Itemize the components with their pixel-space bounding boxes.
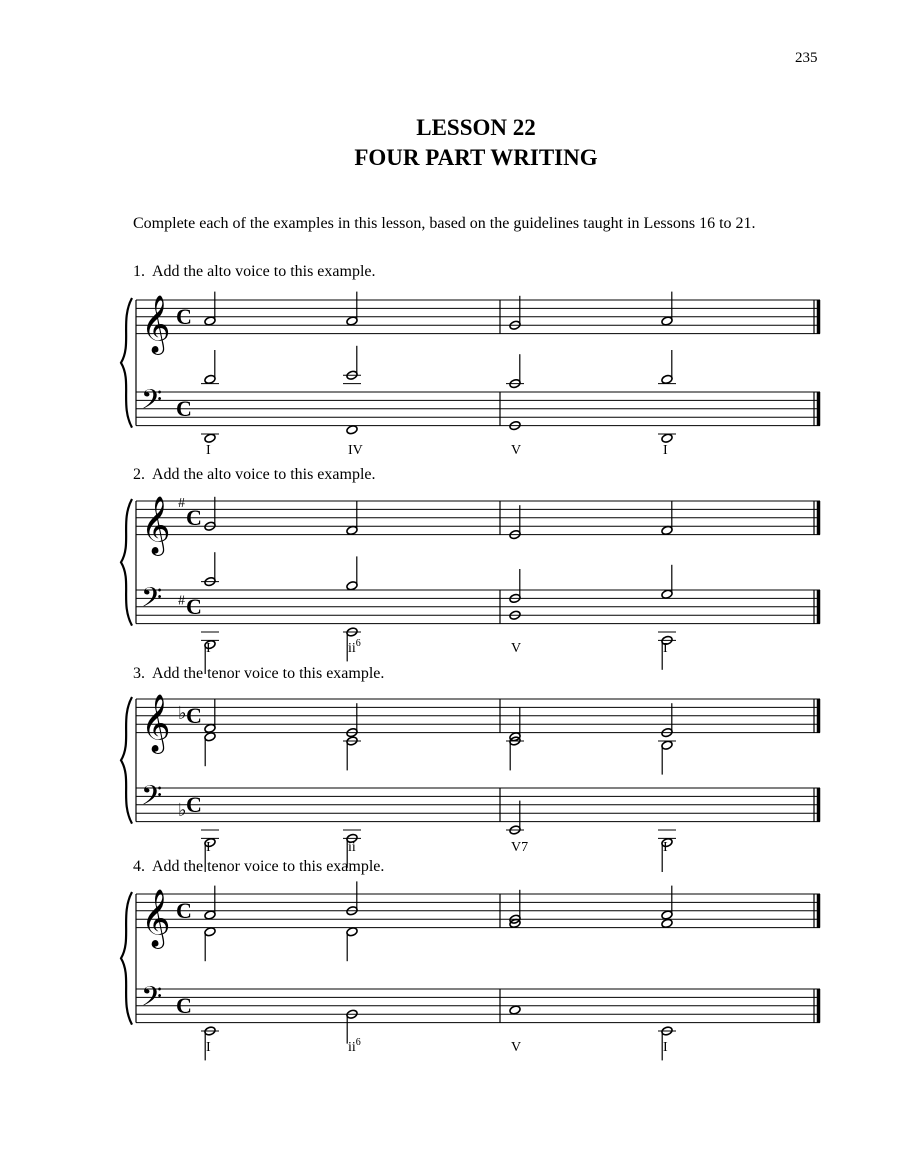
bass-clef: 𝄢 xyxy=(141,982,163,1019)
example-number: 2. xyxy=(133,466,145,483)
bass-clef: 𝄢 xyxy=(141,781,163,818)
roman-numeral: I xyxy=(663,641,668,656)
bass-clef: 𝄢 xyxy=(141,583,163,620)
brace xyxy=(121,892,132,1025)
roman-numeral: I xyxy=(206,443,211,458)
figured-bass: 6 xyxy=(355,638,361,649)
half-note-head xyxy=(204,433,216,443)
time-signature: C xyxy=(186,702,202,728)
roman-numeral: V7 xyxy=(511,840,529,855)
treble-clef: 𝄞 xyxy=(141,889,171,946)
page-number: 235 xyxy=(795,50,818,66)
sharp-sign: # xyxy=(178,496,185,512)
roman-numeral: IV xyxy=(348,443,363,458)
grand-staff-system xyxy=(121,292,820,458)
time-signature: C xyxy=(186,791,202,817)
roman-numeral: I xyxy=(663,443,668,458)
roman-numeral: $ii^6$ xyxy=(348,1037,361,1055)
flat-sign: ♭ xyxy=(178,702,187,723)
roman-numeral: I xyxy=(206,1040,211,1055)
roman-numeral: V xyxy=(511,641,522,656)
brace xyxy=(121,298,132,428)
intro-text: Complete each of the examples in this lesson, based on the guidelines taught in Lessons 16 to 21. xyxy=(133,215,756,232)
treble-clef: 𝄞 xyxy=(141,496,171,553)
example-instruction: Add the alto voice to this example. xyxy=(152,466,376,483)
example-instruction: Add the tenor voice to this example. xyxy=(152,665,385,682)
roman-numeral: V xyxy=(511,443,522,458)
example-number: 1. xyxy=(133,263,145,280)
half-note-head xyxy=(661,918,673,928)
treble-clef: 𝄞 xyxy=(141,694,171,751)
brace xyxy=(121,697,132,824)
grand-staff-system xyxy=(121,881,820,1060)
grand-staff-system xyxy=(121,695,820,872)
time-signature: C xyxy=(176,992,192,1018)
brace xyxy=(121,499,132,626)
example-number: 4. xyxy=(133,858,145,875)
roman-numeral: I xyxy=(206,641,211,656)
example-number: 3. xyxy=(133,665,145,682)
example-instruction: Add the tenor voice to this example. xyxy=(152,858,385,875)
time-signature: C xyxy=(176,395,192,421)
half-note-head xyxy=(661,433,673,443)
time-signature: C xyxy=(186,504,202,530)
bass-clef: 𝄢 xyxy=(141,385,163,422)
roman-numeral: I xyxy=(663,840,668,855)
roman-numeral: ii xyxy=(348,840,356,855)
time-signature: C xyxy=(176,897,192,923)
roman-numeral: I xyxy=(663,1040,668,1055)
roman-numeral: V xyxy=(511,1040,522,1055)
example-instruction: Add the alto voice to this example. xyxy=(152,263,376,280)
roman-numeral: $ii^6$ xyxy=(348,638,361,656)
time-signature: C xyxy=(186,593,202,619)
title-line-1: LESSON 22 xyxy=(416,115,536,140)
sharp-sign: # xyxy=(178,593,185,609)
treble-clef: 𝄞 xyxy=(141,295,171,352)
title-line-2: FOUR PART WRITING xyxy=(354,145,598,170)
figured-bass: 6 xyxy=(355,1037,361,1048)
time-signature: C xyxy=(176,303,192,329)
half-note-head xyxy=(509,1005,521,1015)
grand-staff-system xyxy=(121,496,820,674)
half-note-head xyxy=(346,425,358,435)
roman-numeral: I xyxy=(206,840,211,855)
flat-sign: ♭ xyxy=(178,800,187,821)
